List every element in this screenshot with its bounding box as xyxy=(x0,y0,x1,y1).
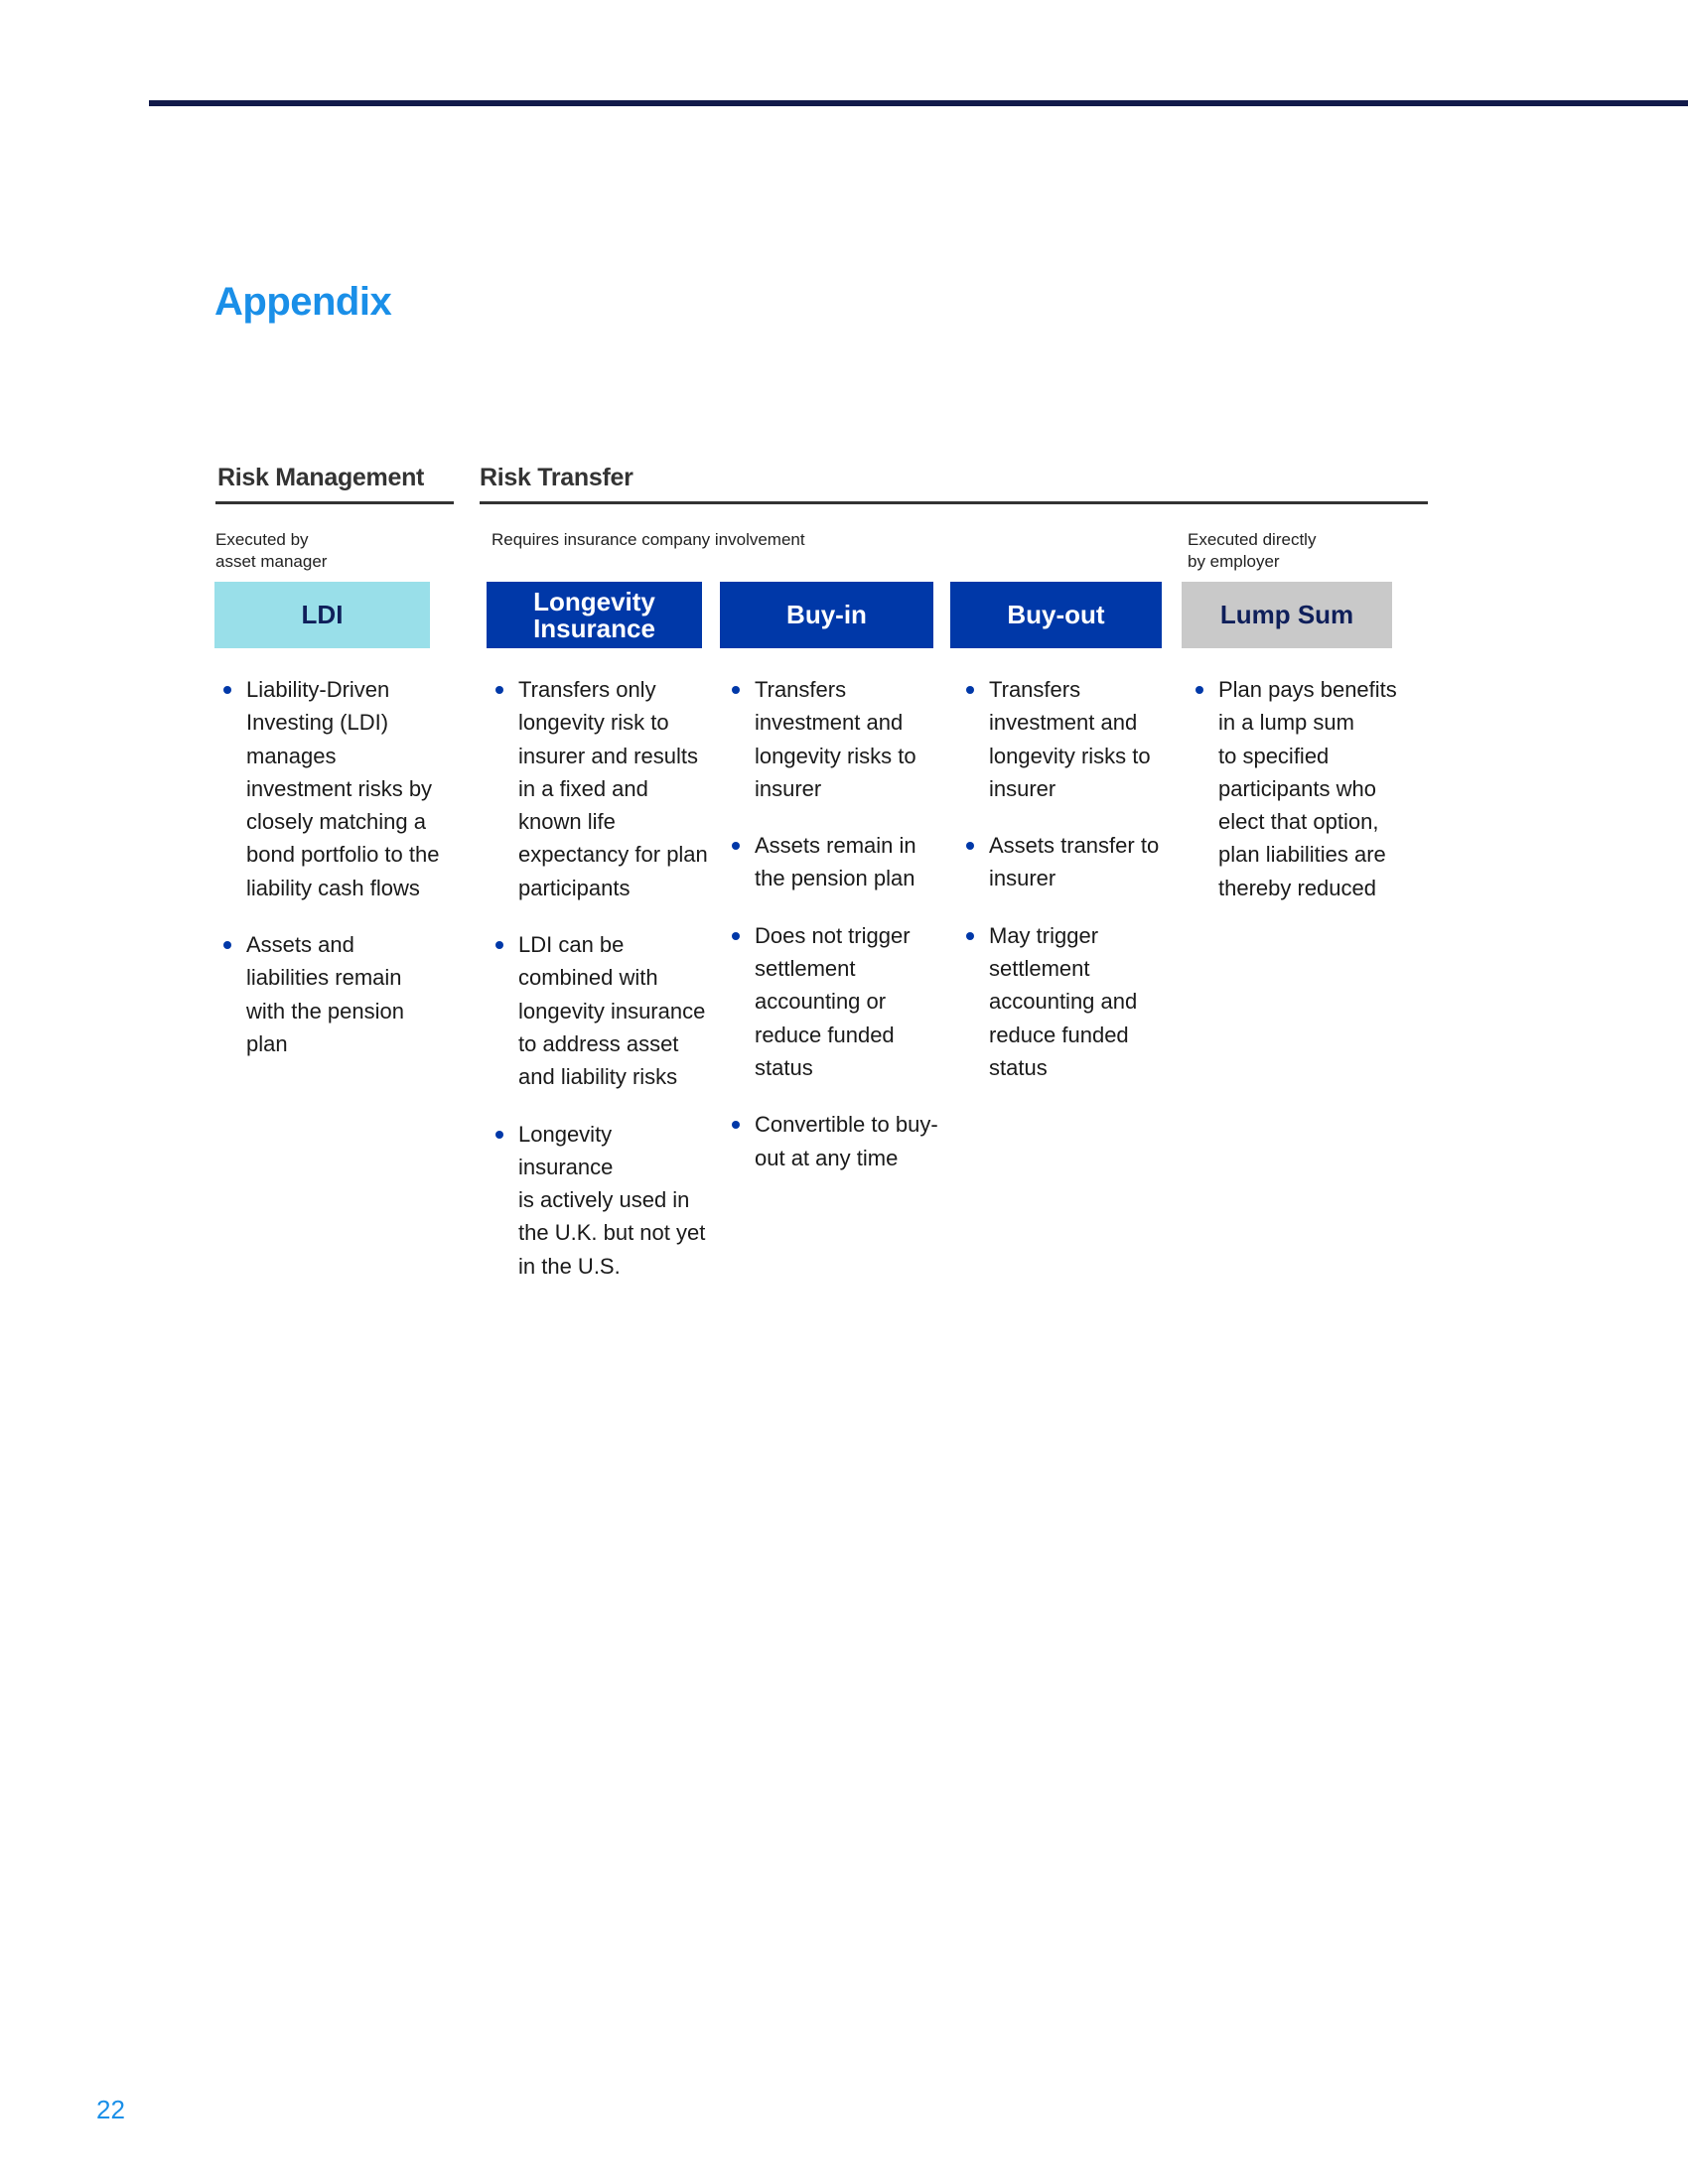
category-box-longevity-insurance: Longevity Insurance xyxy=(487,582,702,648)
bullet-icon xyxy=(495,686,503,694)
list-item xyxy=(489,673,712,904)
section-heading-risk-transfer: Risk Transfer xyxy=(480,464,633,491)
bullet-text: Plan pays benefits in a lump sum to specified participants who elect that option, plan liabilities are thereby reduced xyxy=(1218,677,1397,900)
bullet-text: Assets transfer to insurer xyxy=(989,833,1160,891)
page-title: Appendix xyxy=(214,280,392,324)
bullet-icon xyxy=(732,686,740,694)
note-insurance: Requires insurance company involvement xyxy=(492,530,805,549)
note-employer: Executed directly by employer xyxy=(1188,530,1317,571)
bullet-text: Liability-Driven Investing (LDI) manages investment risks by closely matching a bond portfolio to the liability cash flows xyxy=(246,677,440,900)
bullet-list-buy-in xyxy=(725,673,943,1198)
bullet-icon xyxy=(966,842,974,850)
bullet-icon xyxy=(1196,686,1203,694)
note-asset-manager: Executed by asset manager xyxy=(215,530,328,571)
list-item xyxy=(959,919,1178,1084)
bullet-icon xyxy=(732,1121,740,1129)
list-item xyxy=(216,673,445,904)
bullet-text: Transfers only longevity risk to insurer and results in a fixed and known life expectancy for plan participants xyxy=(518,677,708,900)
bullet-list-ldi xyxy=(216,673,445,1084)
bullet-text: Convertible to buy- out at any time xyxy=(755,1112,938,1170)
bullet-text: Transfers investment and longevity risks to insurer xyxy=(989,677,1151,801)
bullet-text: LDI can be combined with longevity insurance to address asset and liability risks xyxy=(518,932,706,1090)
bullet-icon xyxy=(732,932,740,940)
list-item xyxy=(489,1118,712,1283)
bullet-list-lump-sum xyxy=(1189,673,1407,928)
page-number: 22 xyxy=(96,2095,125,2124)
category-box-buy-out: Buy-out xyxy=(950,582,1162,648)
list-item xyxy=(489,928,712,1093)
bullet-icon xyxy=(223,941,231,949)
top-rule xyxy=(149,100,1688,106)
bullet-text: Assets remain in the pension plan xyxy=(755,833,916,891)
list-item xyxy=(216,928,445,1060)
list-item xyxy=(725,919,943,1084)
list-item xyxy=(725,673,943,805)
bullet-icon xyxy=(495,1131,503,1139)
bullet-text: Transfers investment and longevity risks to insurer xyxy=(755,677,916,801)
bullet-text: May trigger settlement accounting and reduce funded status xyxy=(989,922,1138,1080)
list-item xyxy=(959,829,1178,895)
bullet-icon xyxy=(732,842,740,850)
list-item xyxy=(959,673,1178,805)
list-item xyxy=(725,1108,943,1174)
bullet-text: Longevity insurance is actively used in the U.K. but not yet in the U.S. xyxy=(518,1121,706,1279)
list-item xyxy=(725,829,943,895)
bullet-list-longevity-insurance xyxy=(489,673,712,1306)
section-rule-risk-management xyxy=(215,501,454,504)
bullet-text: Assets and liabilities remain with the pension plan xyxy=(246,932,404,1056)
category-box-ldi: LDI xyxy=(214,582,430,648)
bullet-icon xyxy=(223,686,231,694)
bullet-text: Does not trigger settlement accounting or reduce funded status xyxy=(755,922,911,1080)
category-box-lump-sum: Lump Sum xyxy=(1182,582,1392,648)
bullet-icon xyxy=(966,932,974,940)
bullet-icon xyxy=(495,941,503,949)
section-rule-risk-transfer xyxy=(480,501,1428,504)
bullet-list-buy-out xyxy=(959,673,1178,1108)
bullet-icon xyxy=(966,686,974,694)
category-box-buy-in: Buy-in xyxy=(720,582,933,648)
list-item xyxy=(1189,673,1407,904)
section-heading-risk-management: Risk Management xyxy=(217,464,425,491)
